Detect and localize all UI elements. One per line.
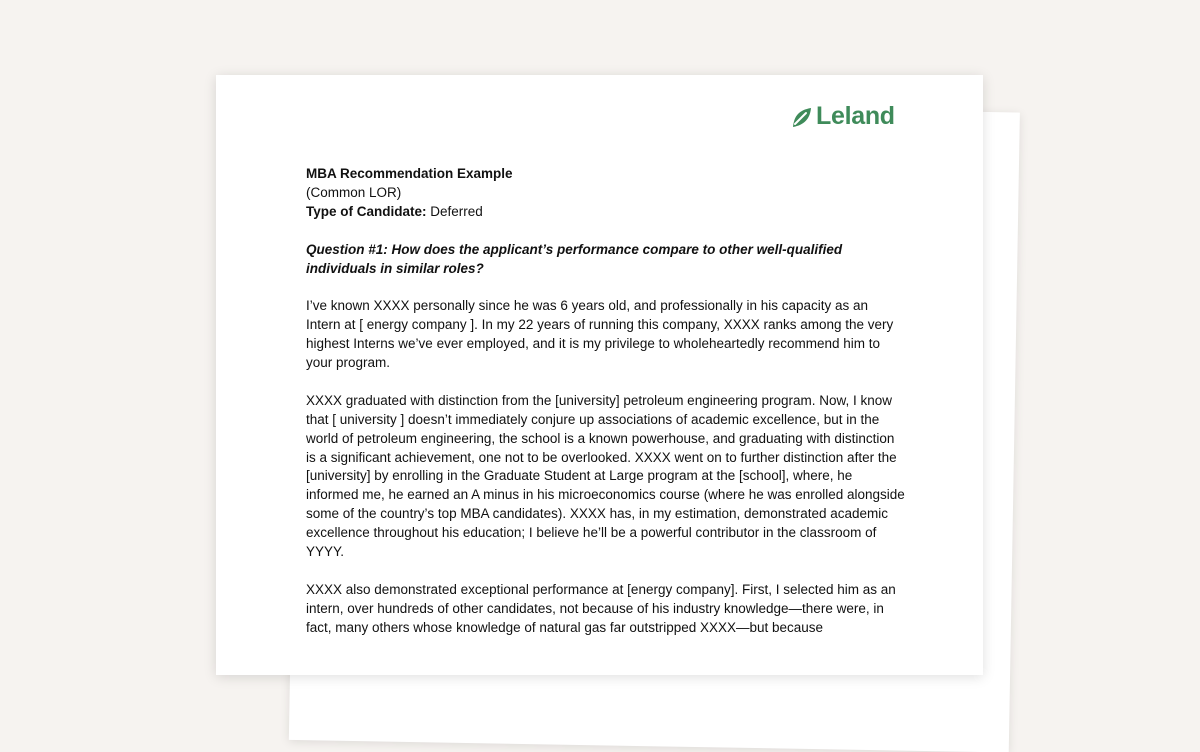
leland-logo bbox=[790, 104, 895, 129]
leaf-icon bbox=[790, 106, 812, 128]
candidate-type bbox=[306, 203, 906, 222]
paragraph: XXXX graduated with distinction from the [university] petroleum engineering program. Now, I know that [ university ] doesn’t immediately conjure up associations of academic excellence, but in the world of petroleum engineering, the school is a known powerhouse, and graduating with distinction is a significant achievement, one not to be overlooked. XXXX went on to further distinction after the [university] by enrolling in the Graduate Student at Large program at the [school], where, he informed me, he earned an A minus in his microeconomics course (where he was enrolled alongside some of the country’s top MBA candidates). XXXX has, in my estimation, demonstrated academic excellence throughout his education; I believe he’ll be a powerful contributor in the classroom of YYYY. bbox=[306, 392, 905, 560]
paragraph: XXXX also demonstrated exceptional performance at [energy company]. First, I selected him as an intern, over hundreds of other candidates, not because of his industry knowledge—there were, in fact, many others whose knowledge of natural gas far outstripped XXXX—but because bbox=[306, 581, 896, 635]
question-heading: Question #1: How does the applicant’s performance compare to other well-qualified individuals in similar roles? bbox=[306, 241, 843, 276]
candidate-value: Deferred bbox=[426, 203, 483, 219]
document-title: MBA Recommendation Example bbox=[306, 166, 513, 181]
logo-text: Leland bbox=[816, 102, 895, 130]
document-content bbox=[306, 165, 906, 638]
document-subtitle: (Common LOR) bbox=[306, 184, 402, 200]
paragraph: I’ve known XXXX personally since he was 6 years old, and professionally in his capacity as an Intern at [ energy company ]. In my 22 years of running this company, XXXX ranks among the very highest Interns we’ve ever employed, and it is my privilege to wholeheartedly recommend him to your program. bbox=[306, 298, 894, 371]
document-page bbox=[216, 75, 983, 675]
candidate-label: Type of Candidate: bbox=[306, 203, 427, 219]
